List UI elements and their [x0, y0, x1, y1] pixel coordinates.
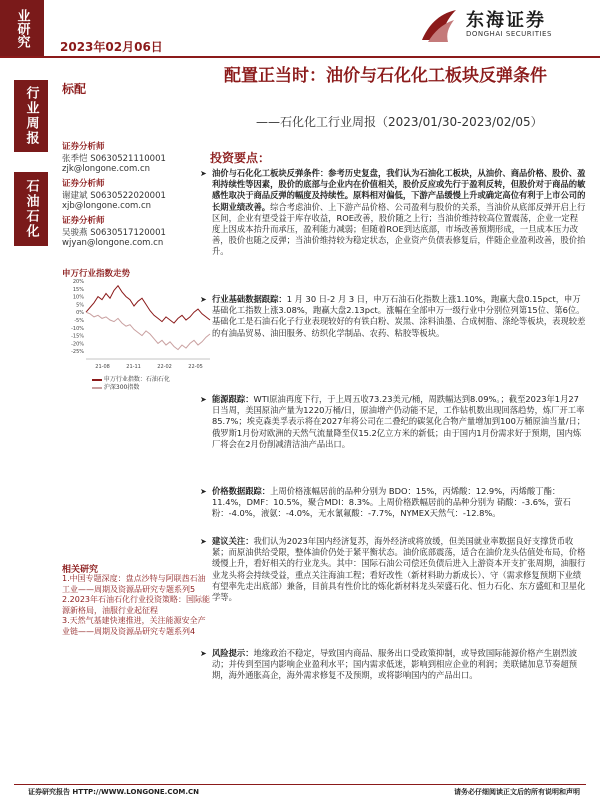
- legend-item: [92, 376, 170, 384]
- legend-swatch: [92, 379, 102, 381]
- y-tick-label: -20%: [71, 341, 84, 348]
- series-line: [86, 312, 210, 349]
- y-tick-label: -5%: [74, 318, 84, 324]
- related-research-title: 相关研究: [62, 565, 99, 575]
- y-tick-label: -25%: [71, 349, 84, 356]
- side-header-label: 业研究: [0, 0, 44, 56]
- report-subtitle: ——石化化工行业周报（2023/01/30-2023/02/05）: [256, 115, 543, 129]
- report-title: 配置正当时：油价与石化化工板块反弹条件: [224, 66, 547, 86]
- logo-text-cn: 东海证券: [466, 10, 546, 31]
- y-tick-label: 0%: [76, 310, 84, 317]
- bullet-text: WTI原油再度下行，于上周五收73.23美元/桶，周跌幅达到8.09%。；截至2023年1月27日当周，美国原油产量为1220万桶/日，原油增产仍动能不足，工作钻机数出现回落趋势，炼厂开工率85.7%；埃克森美孚表示将在2027年将公司在二叠纪的碳氢化合物产量增加到100万桶原油当量/日；俄罗斯1月份对欧洲的天然气流量降至仅15.2亿立方米的新低；由于国内1月份需求好于预期，国内炼厂将会在2月份削减清洁油产品出口。: [212, 394, 586, 449]
- y-tick-label: 15%: [72, 286, 84, 293]
- report-date: 2023年02月06日: [60, 40, 163, 54]
- side-block-sector: 石油石化: [14, 172, 48, 246]
- legend-label: 沪深300指数: [103, 384, 140, 391]
- chart-legend: [92, 376, 170, 392]
- bullet-icon: ➤: [200, 649, 207, 658]
- related-research-list: [62, 574, 210, 637]
- legend-item: [92, 384, 170, 392]
- bullet-icon: ➤: [200, 395, 207, 404]
- header-divider: [0, 56, 600, 58]
- y-tick-label: -15%: [71, 333, 84, 340]
- related-item[interactable]: 3.天然气基建快速推进，关注能源安全产业链——周期及资源品研究专题系列4: [62, 616, 206, 636]
- bullet-paragraph: [200, 168, 586, 258]
- bullet-paragraph: [200, 536, 586, 603]
- y-tick-label: 10%: [72, 294, 84, 301]
- side-block-weekly: 行业周报: [14, 80, 48, 152]
- logo-icon: [418, 6, 460, 46]
- footer-divider: [14, 784, 586, 785]
- bullet-lead: 能源跟踪：: [212, 394, 254, 404]
- logo-text-en: DONGHAI SECURITIES: [466, 30, 552, 38]
- bullet-lead: 建议关注：: [212, 536, 254, 546]
- bullet-icon: ➤: [200, 295, 207, 304]
- analyst-label: 证券分析师: [62, 216, 105, 226]
- bullet-lead: 风险提示：: [212, 648, 254, 658]
- related-item[interactable]: 2.2023年石油石化行业投资策略：国际能源新格局，油服行业起征程: [62, 595, 210, 615]
- bullet-lead: 油价与石化化工板块反弹条件：参考历史复盘，我们认为石油化工板块，从油价、商品价格、股价、盈利持续性等因素，股价的底部与企业内在价值相关，股价反应或先行于盈利反转，但股价对于商品的敏感性取决于商品反弹的幅度及持续性。原料相对偏低，下游产品缓慢上升或确定高位有利于上市公司的长期业绩改善。: [212, 168, 586, 212]
- bullet-paragraph: [200, 486, 586, 520]
- analyst-email[interactable]: xjb@longone.com.cn: [62, 201, 152, 211]
- bullet-text: 我们认为2023年国内经济复苏，海外经济或将放缓，但美国就业率数据良好支撑货币收紧；而原油供给受限，整体油价仍处于紧平衡状态。油价底部震荡，适合在油价龙头估值处布局，价格缓慢上升，看好相关的行业龙头。其中：国际石油公司偿还负债后进入上游资本开支扩张周期，油服行业龙头将会持续受益，重点关注海油工程；看好改性（新材料助力新成长）、守（需求修复预期下业绩有望率先走出底部）兼备，目前具有性价比的炼化新材料龙头荣盛石化、恒力石化、东方盛虹和卫星化学等。: [212, 536, 586, 603]
- chart-title: 申万行业指数走势: [62, 269, 131, 279]
- footer-left[interactable]: 证券研究报告 HTTP://WWW.LONGONE.COM.CN: [28, 788, 200, 796]
- analyst-name: 谢建斌 S0630522020001: [62, 191, 166, 201]
- x-tick-label: 21-11: [126, 364, 141, 370]
- bullet-paragraph: [200, 294, 586, 339]
- analyst-email[interactable]: wjyan@longone.com.cn: [62, 238, 164, 248]
- section-title: 投资要点：: [210, 151, 271, 165]
- bullet-icon: ➤: [200, 169, 207, 178]
- bullet-paragraph: [200, 394, 586, 450]
- y-tick-label: 5%: [76, 302, 84, 309]
- legend-swatch: [92, 387, 102, 389]
- analyst-label: 证券分析师: [62, 142, 105, 152]
- related-item[interactable]: 1.中国专题深度：盘点沙特与阿联酋石油工业——周期及资源品研究专题系列5: [62, 574, 206, 594]
- analyst-label: 证券分析师: [62, 179, 105, 189]
- bullet-icon: ➤: [200, 537, 207, 546]
- y-tick-label: 20%: [72, 279, 84, 285]
- analyst-email[interactable]: zjk@longone.com.cn: [62, 164, 151, 174]
- bullet-text: 地缘政治不稳定，导致国内商品、服务出口受政策抑制，或导致国际能源价格产生剧烈波动；并传到至国内影响企业盈利水平；国内需求低迷，影响到相应企业的利润；美联储加息节奏超预期，海外通胀高企，海外需求修复不及预期，或将影响国内的产品出口。: [212, 648, 578, 681]
- x-tick-label: 22-05: [188, 364, 203, 370]
- x-tick-label: 21-08: [95, 364, 110, 370]
- bullet-text: 上周价格涨幅居前的品种分别为 BDO：15%，丙烯酸：12.9%，丙烯酸丁酯：11.4%，DMF：10.5%，聚合MDI：8.3%。上周价格跌幅居前的品种分别为 硝酸：-3.6%，萤石粉：-4.0%，液氨：-4.0%，无水氰氟酸：-7.7%，NYMEX天然气：-12.8%。: [212, 486, 571, 519]
- index-chart: [62, 279, 214, 371]
- bullet-lead: 行业基础数据跟踪：: [212, 294, 287, 304]
- x-tick-label: 22-02: [157, 364, 172, 370]
- bullet-text: 综合考虑油价、上下游产品价格、公司盈利与股价的关系，当油价从底部反弹开启上行区间，企业有望受益于库存收益，ROE改善，股价随之上行；当油价维持较高位置震荡，企业一定程度上因成本抬升而承压，盈利能力减弱；但随着ROE到达底部，市场改善预期形成，一旦成本压力改善，股价也随之反弹；当油价维持较为稳定状态，企业资产负债表修复后，伴随企业盈利改善，股价抬升。: [212, 201, 586, 257]
- y-tick-label: -10%: [71, 325, 84, 332]
- bullet-icon: ➤: [200, 487, 207, 496]
- legend-label: 申万行业指数：石油石化: [103, 376, 170, 383]
- footer-right: 请务必仔细阅读正文后的所有说明和声明: [454, 788, 580, 796]
- bullet-text: 1 月 30 日-2 月 3 日，申万石油石化指数上涨1.10%，跑赢大盘0.15pct，申万基础化工指数上涨3.08%，跑赢大盘2.13pct。涨幅在全部申万一级行业中分别位列第15位、第6位。基础化工是石油石化子行业表现较好的有铁白粉、炭黑、涂料油墨、合成树脂、涤纶等板块，表现较差的有油品贸易、油田服务、纺织化学制品、农药、粘胶等板块。: [212, 294, 586, 338]
- analyst-name: 张季恺 S0630521110001: [62, 154, 166, 164]
- donghai-logo: [418, 6, 578, 46]
- bullet-paragraph: [200, 648, 586, 682]
- analyst-name: 吴骏燕 S0630517120001: [62, 228, 166, 238]
- rating-tag: 标配: [62, 82, 87, 96]
- bullet-lead: 价格数据跟踪：: [212, 486, 271, 496]
